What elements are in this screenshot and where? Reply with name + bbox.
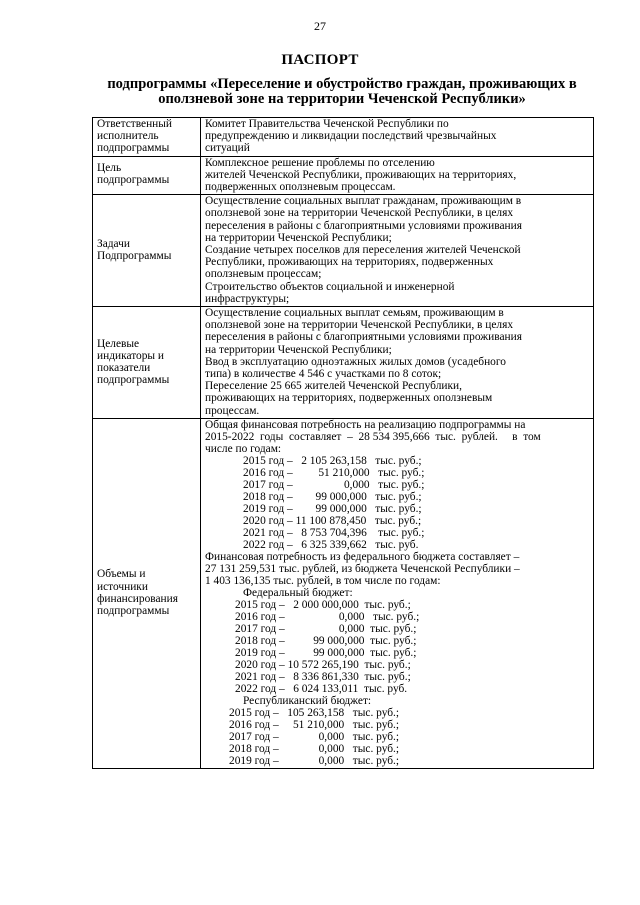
text-line: Создание четырех поселков для переселения жителей Чеченской	[205, 244, 521, 257]
label-line: Цель	[97, 161, 122, 174]
year-line: 2015 год – 105 263,158 тыс. руб.;	[229, 706, 400, 719]
document-title: ПАСПОРТ	[281, 52, 359, 68]
year-line: 2016 год – 51 210,000 тыс. руб.;	[243, 466, 425, 479]
text-line: проживающих на территориях, подверженных оползневым	[205, 392, 493, 405]
year-line: 2020 год – 10 572 265,190 тыс. руб.;	[235, 658, 411, 671]
label-cell	[93, 307, 201, 419]
row-goal	[93, 156, 594, 195]
row-executor	[93, 118, 594, 157]
row-tasks	[93, 195, 594, 307]
text-line: оползневой зоне на территории Чеченской Республики, в целях	[205, 319, 514, 332]
text-line: переселения в районы с благоприятными условиями проживания	[205, 219, 522, 232]
passport-table	[92, 117, 594, 769]
text-line: Финансовая потребность из федерального бюджета составляет –	[205, 550, 520, 563]
year-line: 2020 год – 11 100 878,450 тыс. руб.;	[243, 514, 422, 527]
value-cell	[201, 418, 594, 768]
text-line: Комитет Правительства Чеченской Республики по	[205, 118, 449, 130]
label-line: источники	[97, 580, 148, 593]
year-line: 2018 год – 99 000,000 тыс. руб.;	[235, 634, 417, 647]
text-line: 27 131 259,531 тыс. рублей, из бюджета Чеченской Республики –	[205, 562, 520, 575]
text-line: Республики, проживающих на территориях, подверженных	[205, 256, 494, 269]
text-line: 1 403 136,135 тыс. рублей, в том числе по годам:	[205, 574, 441, 587]
year-line: 2015 год – 2 105 263,158 тыс. руб.;	[243, 454, 422, 467]
label-line: Целевые	[97, 337, 140, 350]
text-line: 2015-2022 годы составляет – 28 534 395,666 тыс. рублей. в том	[205, 430, 541, 443]
label-cell	[93, 156, 201, 195]
text-line: предупреждению и ликвидации последствий чрезвычайных	[205, 130, 497, 143]
text-line: оползневым процессам;	[205, 268, 322, 281]
text-line: Переселение 25 665 жителей Чеченской Республики,	[205, 380, 462, 393]
year-line: 2016 год – 51 210,000 тыс. руб.;	[229, 718, 400, 731]
year-line: 2017 год – 0,000 тыс. руб.;	[229, 730, 400, 743]
text-line: ситуаций	[205, 142, 250, 155]
text-line: типа) в количестве 4 546 с участками по 8 соток;	[205, 368, 442, 381]
value-cell	[201, 156, 594, 195]
value-cell	[201, 195, 594, 307]
text-line: числе по годам:	[205, 442, 282, 455]
text-line: подверженных оползневым процессам.	[205, 181, 396, 194]
text-line: Строительство объектов социальной и инженерной	[205, 280, 455, 293]
label-line: исполнитель	[97, 130, 159, 143]
text-line: на территории Чеченской Республики;	[205, 231, 392, 244]
text-line: оползневой зоне на территории Чеченской Республики, в целях	[205, 207, 514, 220]
text-line: переселения в районы с благоприятными условиями проживания	[205, 331, 522, 344]
year-line: 2019 год – 99 000,000 тыс. руб.;	[243, 502, 422, 515]
text-line: Комплексное решение проблемы по отселению	[205, 156, 435, 169]
document-subtitle	[92, 77, 592, 107]
year-line: 2016 год – 0,000 тыс. руб.;	[235, 610, 420, 623]
year-line: 2017 год – 0,000 тыс. руб.;	[235, 622, 417, 635]
label-line: показатели	[97, 361, 151, 374]
year-line: 2019 год – 0,000 тыс. руб.;	[229, 754, 400, 767]
label-cell	[93, 195, 201, 307]
text-line: процессам.	[205, 404, 260, 417]
year-line: 2021 год – 8 336 861,330 тыс. руб.;	[235, 670, 411, 683]
year-line: 2015 год – 2 000 000,000 тыс. руб.;	[235, 598, 411, 611]
label-line: подпрограммы	[97, 173, 170, 186]
value-cell	[201, 118, 594, 157]
year-line: 2018 год – 99 000,000 тыс. руб.;	[243, 490, 422, 503]
text-line: Ввод в эксплуатацию одноэтажных жилых домов (усадебного	[205, 355, 506, 368]
label-line: подпрограммы	[97, 142, 170, 155]
label-line: подпрограммы	[97, 374, 170, 387]
year-line: 2022 год – 6 024 133,011 тыс. руб.	[235, 682, 408, 695]
year-line: 2019 год – 99 000,000 тыс. руб.;	[235, 646, 417, 659]
row-indicators	[93, 307, 594, 419]
year-line: 2022 год – 6 325 339,662 тыс. руб.	[243, 538, 419, 551]
text-line: инфраструктуры;	[205, 292, 290, 305]
label-cell	[93, 418, 201, 768]
page-number: 27	[314, 19, 326, 33]
label-line: Ответственный	[97, 118, 173, 130]
subtitle-line: подпрограммы «Переселение и обустройство граждан, проживающих в	[107, 76, 577, 92]
label-line: подпрограммы	[97, 605, 170, 618]
subtitle-line: оползневой зоне на территории Чеченской Республики»	[158, 91, 526, 107]
text-line: на территории Чеченской Республики;	[205, 343, 392, 356]
label-cell	[93, 118, 201, 157]
text-line: жителей Чеченской Республики, проживающих на территориях,	[205, 168, 517, 181]
year-line: 2021 год – 8 753 704,396 тыс. руб.;	[243, 526, 425, 539]
text-line: Осуществление социальных выплат гражданам, проживающим в	[205, 195, 522, 208]
federal-header: Федеральный бюджет:	[243, 586, 353, 599]
label-line: Подпрограммы	[97, 250, 172, 263]
label-line: Задачи	[97, 237, 130, 250]
year-line: 2018 год – 0,000 тыс. руб.;	[229, 742, 400, 755]
republic-header: Республиканский бюджет:	[243, 694, 372, 707]
label-line: финансирования	[97, 592, 178, 605]
row-finance	[93, 418, 594, 768]
text-line: Общая финансовая потребность на реализацию подпрограммы на	[205, 418, 526, 431]
value-cell	[201, 307, 594, 419]
year-line: 2017 год – 0,000 тыс. руб.;	[243, 478, 425, 491]
text-line: Осуществление социальных выплат семьям, проживающим в	[205, 307, 504, 320]
label-line: Объемы и	[97, 568, 146, 581]
label-line: индикаторы и	[97, 349, 165, 362]
